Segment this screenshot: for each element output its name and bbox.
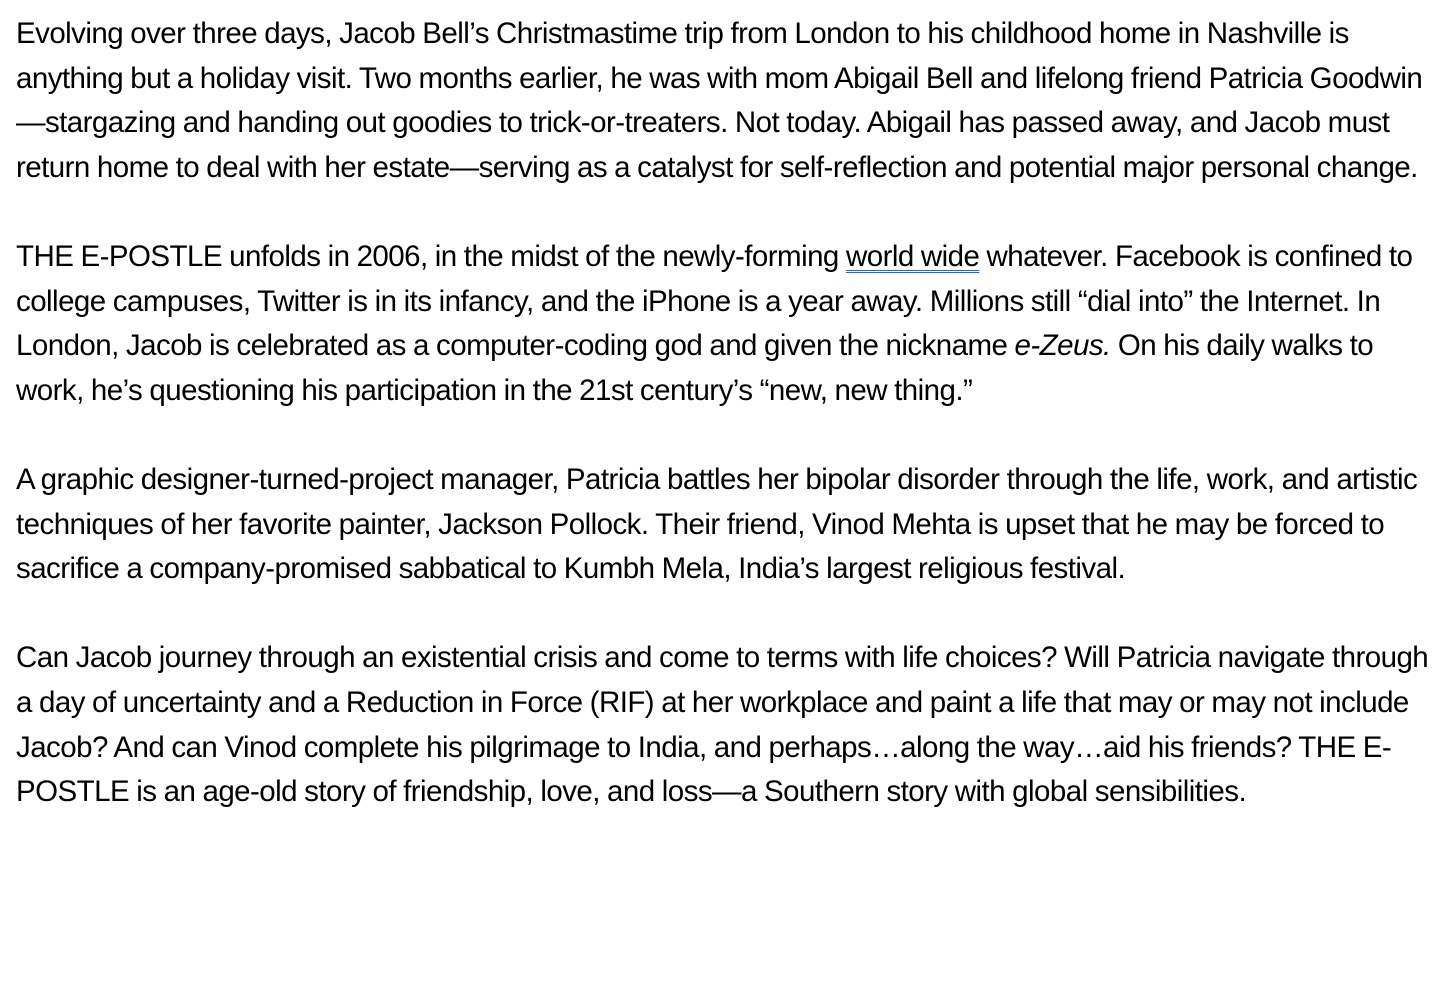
paragraph-text: whatever. Facebook is confined to college campuses, Twitter is in its infancy, and the iPhone is a year away. Millions still “dial into” the Internet. In London, Jacob is celebrated as a computer-coding god and given the nickname bbox=[16, 239, 1413, 363]
paragraph-characters bbox=[16, 458, 1446, 592]
paragraph-text: A graphic designer-turned-project manager, Patricia battles her bipolar disorder through the life, work, and artistic techniques of her favorite painter, Jackson Pollock. Their friend, Vinod Mehta is upset that he may be forced to sacrifice a company-promised sabbatical to Kumbh Mela, India’s largest religious festival. bbox=[16, 462, 1418, 586]
paragraph-intro bbox=[16, 12, 1446, 190]
paragraph-questions bbox=[16, 636, 1446, 814]
nickname-italic: e-Zeus. bbox=[1014, 329, 1111, 363]
document-body bbox=[16, 12, 1446, 815]
proofing-flagged-phrase[interactable]: world wide bbox=[845, 239, 980, 273]
paragraph-text: Can Jacob journey through an existential crisis and come to terms with life choices? Will Patricia navigate through a day of uncertainty and a Reduction in Force (RIF) at her workplace and paint a life that may or may not include Jacob? And can Vinod complete his pilgrimage to India, and perhaps…along the way…aid his friends? THE E-POSTLE is an age-old story of friendship, love, and loss—a Southern story with global sensibilities. bbox=[16, 641, 1429, 809]
paragraph-text: On his daily walks to work, he’s questioning his participation in the 21st century’s “new, new thing.” bbox=[16, 329, 1374, 407]
paragraph-text: THE E-POSTLE unfolds in 2006, in the midst of the newly-forming bbox=[16, 239, 846, 273]
paragraph-setting bbox=[16, 235, 1446, 413]
paragraph-text: Evolving over three days, Jacob Bell’s Christmastime trip from London to his childhood home in Nashville is anything but a holiday visit. Two months earlier, he was with mom Abigail Bell and lifelong friend Patricia Goodwin—stargazing and handing out goodies to trick-or-treaters. Not today. Abigail has passed away, and Jacob must return home to deal with her estate—serving as a catalyst for self-reflection and potential major personal change. bbox=[16, 17, 1423, 184]
